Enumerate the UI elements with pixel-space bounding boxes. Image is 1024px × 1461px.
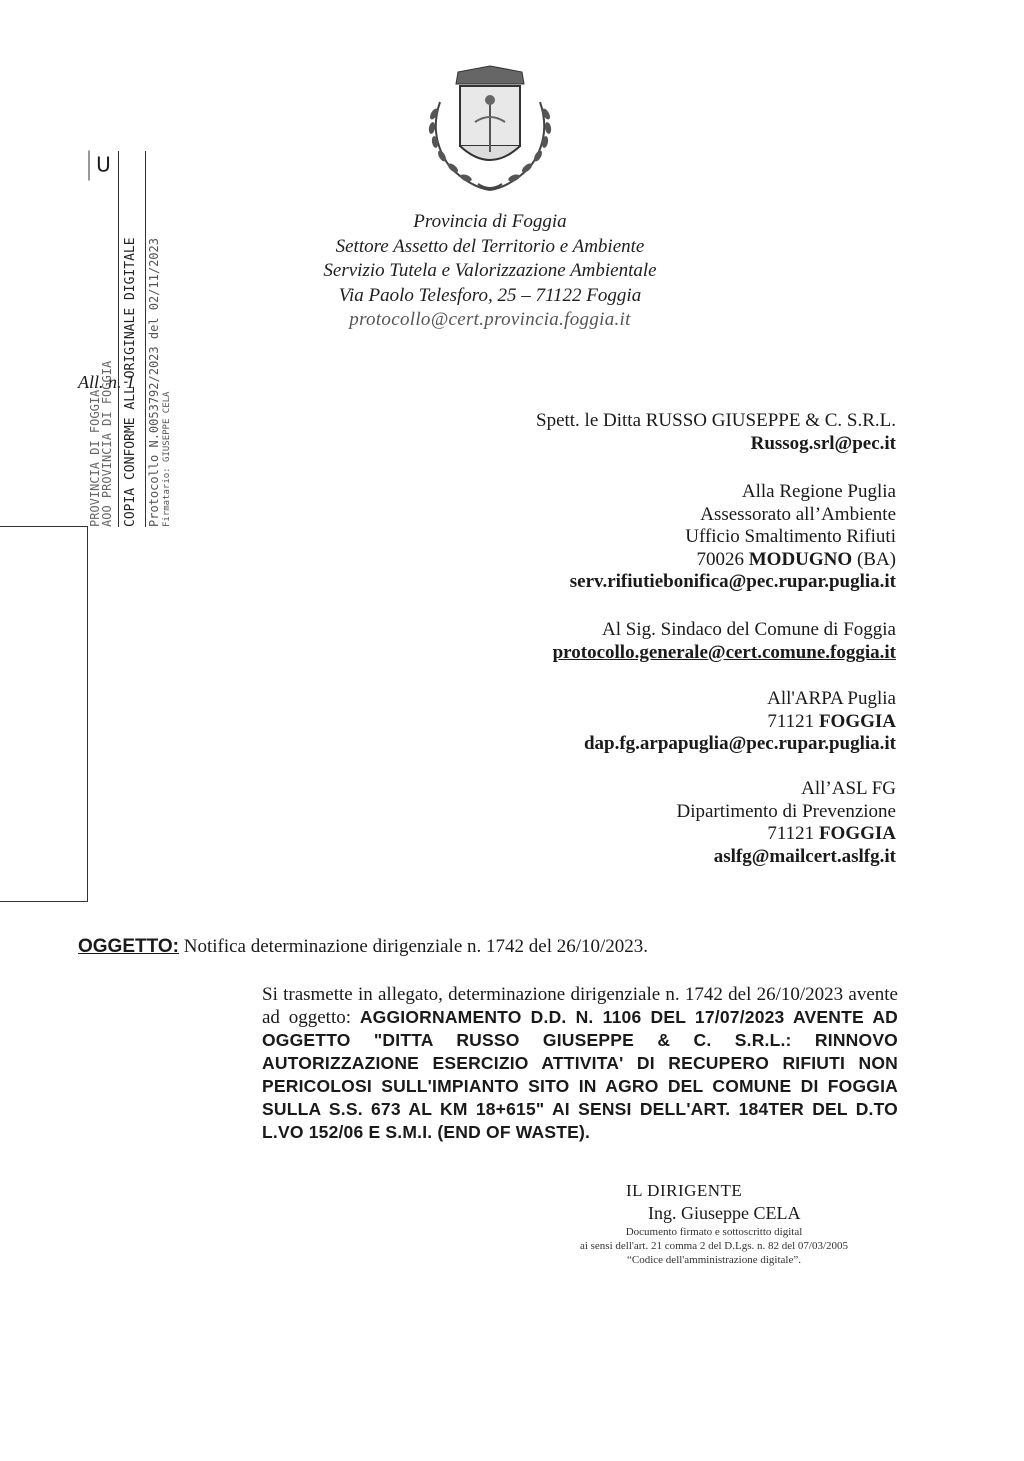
stamp-signatory: Firmatario: GIUSEPPE CELA bbox=[162, 391, 172, 527]
recipient-line: Al Sig. Sindaco del Comune di Foggia bbox=[602, 619, 896, 640]
recipient-line: Assessorato all’Ambiente bbox=[700, 503, 896, 525]
recipient-asl bbox=[677, 778, 897, 868]
letterhead bbox=[300, 210, 680, 333]
signature-note-line: Documento firmato e sottoscritto digital bbox=[625, 1226, 803, 1238]
recipient-ditta bbox=[536, 410, 896, 455]
recipient-regione bbox=[570, 481, 896, 594]
body-intro: Si trasmette in allegato, determinazione dirigenziale n. 1742 del 26/10/2023 avente ad oggetto: bbox=[262, 984, 898, 1028]
recipient-line: Alla Regione Puglia bbox=[741, 481, 896, 502]
provincia-emblem-icon bbox=[420, 62, 560, 197]
recipient-email: serv.rifiutiebonifica@pec.rupar.puglia.it bbox=[569, 571, 896, 592]
signature-note bbox=[547, 1225, 881, 1267]
signature-title: IL DIRIGENTE bbox=[626, 1181, 743, 1200]
recipient-line: All'ARPA Puglia bbox=[767, 688, 896, 709]
stamp-protocol-number: Protocollo N.0053792/2023 del 02/11/2023 bbox=[147, 238, 161, 527]
letterhead-email: protocollo@cert.provincia.foggia.it bbox=[349, 309, 631, 330]
recipient-city: MODUGNO bbox=[748, 548, 853, 570]
recipient-city-line bbox=[677, 823, 897, 846]
signature-note-line: “Codice dell'amministrazione digitale”. bbox=[627, 1254, 801, 1266]
letterhead-line: Settore Assetto del Territorio e Ambiente bbox=[335, 235, 645, 257]
recipient-line: All’ASL FG bbox=[801, 778, 896, 799]
signature-name: Ing. Giuseppe CELA bbox=[648, 1203, 801, 1223]
stamp-line: COPIA CONFORME ALL'ORIGINALE DIGITALE bbox=[118, 151, 146, 527]
recipient-email: dap.fg.arpapuglia@pec.rupar.puglia.it bbox=[583, 733, 896, 754]
letterhead-line: Servizio Tutela e Valorizzazione Ambientale bbox=[323, 260, 657, 281]
subject-text: Notifica determinazione dirigenziale n. 1742 del 26/10/2023. bbox=[178, 936, 649, 957]
protocol-stamp-content bbox=[88, 151, 176, 527]
stamp-line: PROVINCIA DI FOGGIA bbox=[88, 389, 102, 527]
recipient-prov: (BA) bbox=[852, 548, 896, 570]
body-paragraph bbox=[262, 984, 898, 1144]
letterhead-line: Provincia di Foggia bbox=[413, 211, 567, 232]
letterhead-line: Via Paolo Telesforo, 25 – 71122 Foggia bbox=[338, 284, 642, 306]
recipient-city-line bbox=[570, 549, 896, 572]
recipient-cap: 71121 bbox=[767, 823, 819, 844]
signature-note-line: ai sensi dell'art. 21 comma 2 del D.Lgs. n. 82 del 07/03/2005 bbox=[579, 1240, 849, 1252]
attachment-number: All. n. 1 bbox=[78, 372, 135, 392]
recipient-line: Dipartimento di Prevenzione bbox=[676, 800, 896, 822]
recipient-city: FOGGIA bbox=[818, 710, 896, 732]
stamp-direction-box: U bbox=[89, 151, 118, 181]
recipient-cap: 71121 bbox=[767, 710, 819, 732]
recipient-line: Ufficio Smaltimento Rifiuti bbox=[685, 526, 896, 547]
recipient-email: aslfg@mailcert.aslfg.it bbox=[713, 845, 896, 867]
recipient-comune bbox=[553, 619, 896, 664]
recipient-line: Spett. le Ditta RUSSO GIUSEPPE & C. S.R.L. bbox=[536, 410, 896, 431]
recipient-city-line bbox=[584, 711, 896, 734]
body-subject-caps: AGGIORNAMENTO D.D. N. 1106 DEL 17/07/2023 AVENTE AD OGGETTO "DITTA RUSSO GIUSEPPE & C. S.R.L.: RINNOVO AUTORIZZAZIONE ESERCIZIO ATTIVITA' DI RECUPERO RIFIUTI NON PERICOLOSI SULL'IMPIANTO SITO IN AGRO DEL COMUNE DI FOGGIA SULLA S.S. 673 AL KM 18+615" AI SENSI DELL'ART. 184TER DEL D.TO L.VO 152/06 E S.M.I. (END OF WASTE). bbox=[262, 1007, 898, 1142]
recipient-email: Russog.srl@pec.it bbox=[750, 432, 896, 454]
recipient-city: FOGGIA bbox=[818, 823, 896, 844]
subject-label: OGGETTO: bbox=[78, 936, 179, 957]
recipient-cap: 70026 bbox=[696, 548, 749, 570]
recipient-arpa bbox=[584, 688, 896, 756]
recipient-email: protocollo.generale@cert.comune.foggia.it bbox=[552, 641, 896, 663]
stamp-line: AOO PROVINCIA DI FOGGIA bbox=[100, 360, 114, 527]
subject-line bbox=[78, 936, 648, 958]
